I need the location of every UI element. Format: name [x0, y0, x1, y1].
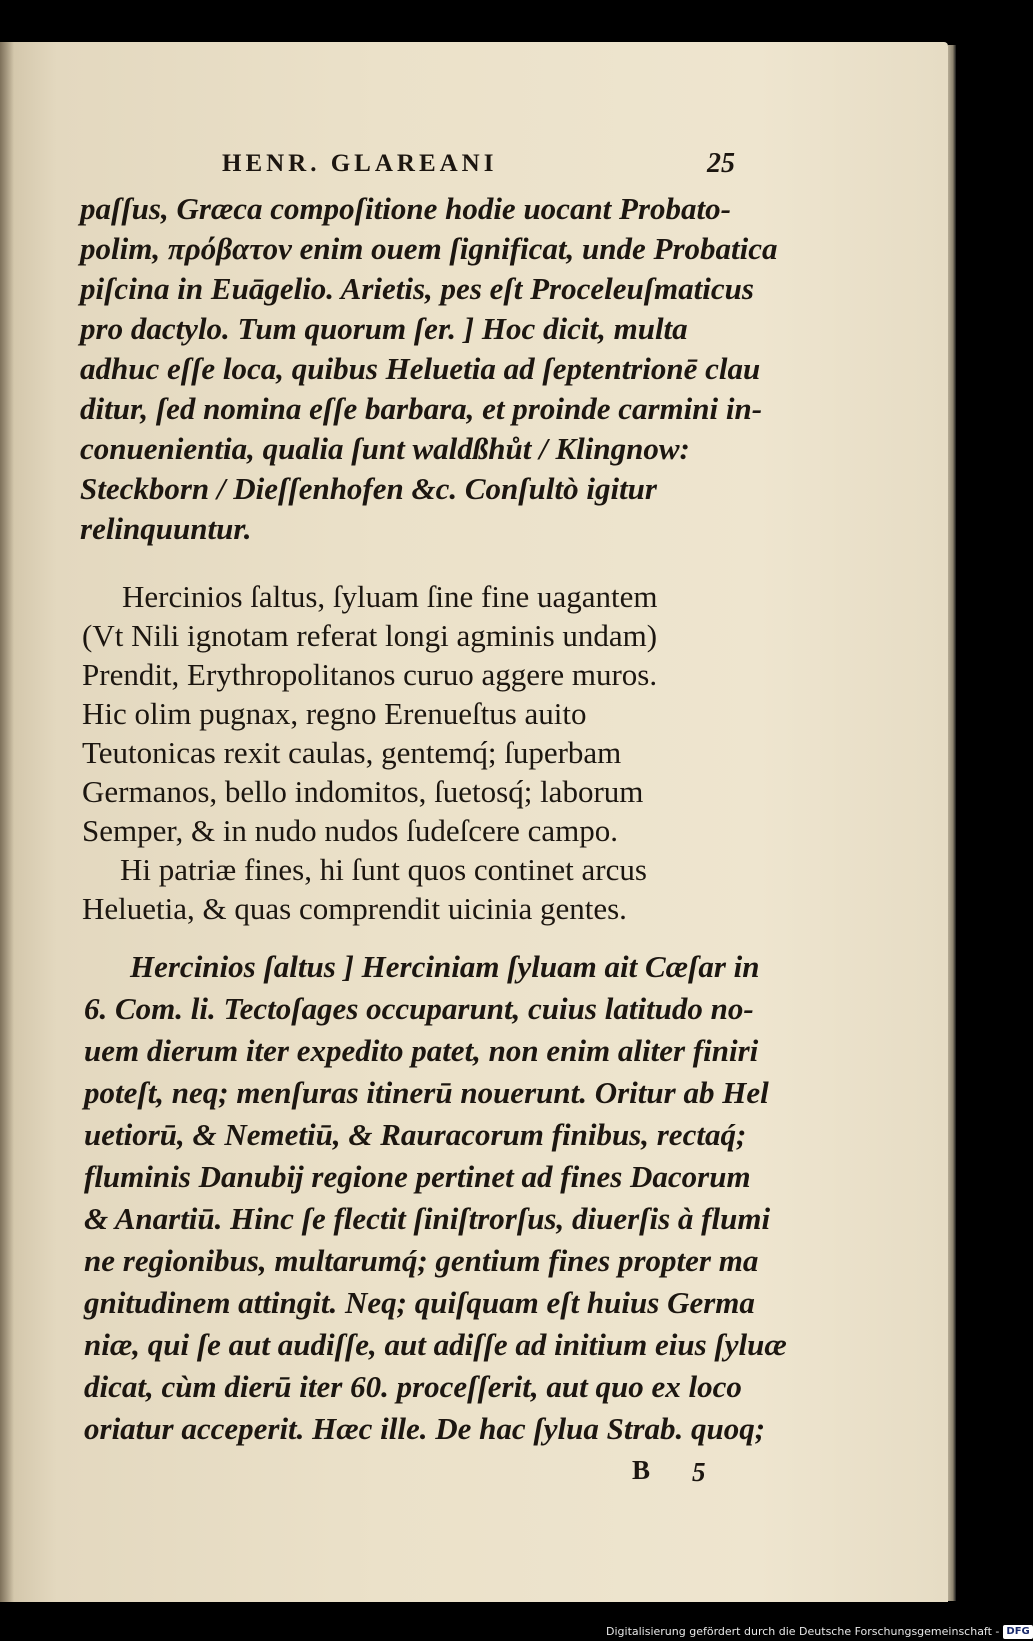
folio-number: 25: [707, 148, 735, 179]
commentary-line: ne regionibus, multarumq́; gentium fines propter ma: [84, 1243, 759, 1278]
commentary-line: Steckborn / Dieſſenhofen &c. Conſultò igitur: [80, 471, 657, 506]
commentary-line: paſſus, Græca compoſitione hodie uocant Probato-: [80, 191, 731, 226]
commentary-line: gnitudinem attingit. Neq; quiſquam eſt huius Germa: [84, 1285, 755, 1320]
commentary-line: adhuc eſſe loca, quibus Heluetia ad ſeptentrionē clau: [80, 351, 761, 386]
commentary-line: uetiorū, & Nemetiū, & Rauracorum finibus, rectaq́;: [84, 1117, 747, 1152]
commentary-line: piſcina in Euāgelio. Arietis, pes eſt Proceleuſmaticus: [80, 271, 754, 306]
signature-number: 5: [692, 1457, 706, 1487]
credit-text: Digitalisierung gefördert durch die Deutsche Forschungsgemeinschaft -: [606, 1625, 1000, 1638]
page-edge: [948, 45, 956, 1601]
commentary-line: 6. Com. li. Tectoſages occuparunt, cuius latitudo no-: [84, 991, 754, 1026]
commentary-line: conuenientia, qualia ſunt waldßhůt / Klingnow:: [80, 431, 690, 466]
verse-line: Hercinios ſaltus, ſyluam ſine fine uagantem: [122, 579, 658, 614]
verse-line: Germanos, bello indomitos, ſuetosq́; laborum: [82, 774, 644, 809]
commentary-line: ditur, ſed nomina eſſe barbara, et proinde carmini in-: [80, 391, 763, 426]
verse-line: (Vt Nili ignotam referat longi agminis undam): [82, 618, 658, 653]
verse-line: Heluetia, & quas comprendit uicinia gentes.: [82, 891, 627, 926]
commentary-line: relinquuntur.: [80, 511, 252, 546]
commentary-line: uem dierum iter expedito patet, non enim aliter finiri: [84, 1033, 759, 1068]
verse-line: Prendit, Erythropolitanos curuo aggere muros.: [82, 657, 658, 692]
page-gutter-shadow: [0, 42, 14, 1602]
signature-letter: B: [632, 1455, 651, 1485]
verse-line: Semper, & in nudo nudos ſudeſcere campo.: [82, 813, 618, 848]
commentary-line: & Anartiū. Hinc ſe flectit ſiniſtrorſus, diuerſis à flumi: [84, 1201, 771, 1236]
commentary-line: polim, πρόβατον enim ouem ſignificat, unde Probatica: [80, 231, 778, 266]
digitization-credit: [606, 1623, 1033, 1641]
running-head-title: HENR. GLAREANI: [222, 150, 498, 177]
commentary-line: oriatur acceperit. Hæc ille. De hac ſylua Strab. quoq;: [84, 1411, 766, 1446]
commentary-line: pro dactylo. Tum quorum ſer. ] Hoc dicit, multa: [80, 311, 688, 346]
verse-line: Hic olim pugnax, regno Erenueſtus auito: [82, 696, 587, 731]
commentary-line: niæ, qui ſe aut audiſſe, aut adiſſe ad initium eius ſyluæ: [84, 1327, 787, 1362]
commentary-line: Hercinios ſaltus ] Herciniam ſyluam ait Cæſar in: [130, 949, 760, 984]
dfg-logo-icon: DFG: [1003, 1625, 1032, 1639]
commentary-line: fluminis Danubij regione pertinet ad fines Dacorum: [84, 1159, 751, 1194]
commentary-line: poteſt, neq; menſuras itinerū nouerunt. Oritur ab Hel: [84, 1075, 769, 1110]
verse-line: Teutonicas rexit caulas, gentemq́; ſuperbam: [82, 735, 622, 770]
commentary-line: dicat, cùm dierū iter 60. proceſſerit, aut quo ex loco: [84, 1369, 742, 1404]
verse-line: Hi patriæ fines, hi ſunt quos continet arcus: [120, 852, 647, 887]
